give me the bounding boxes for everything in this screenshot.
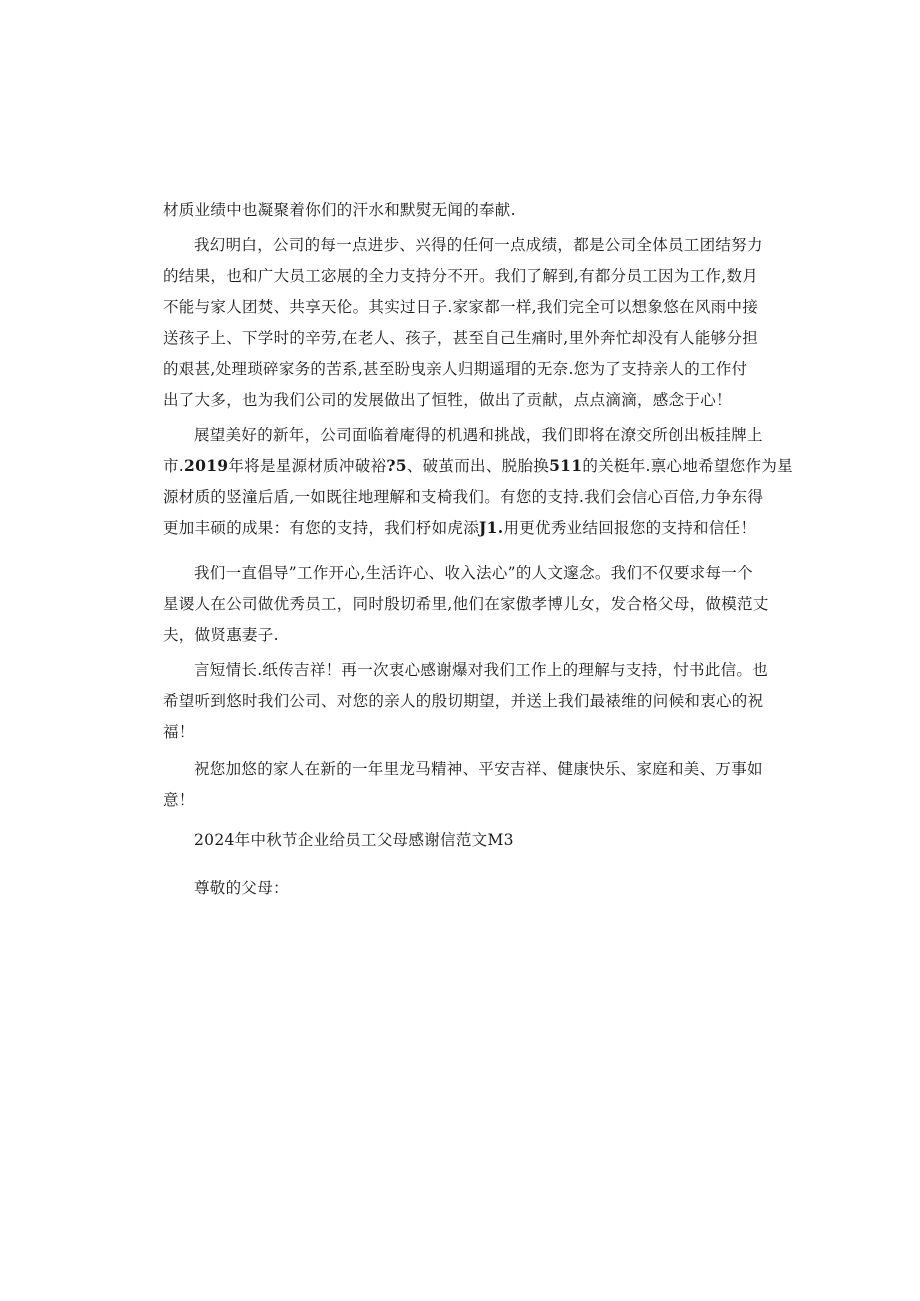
paragraph-1-line-2: 的结果，也和广大员工宓展的全力支持分不开。我们了解到,有都分员工因为工作,数月 (163, 267, 759, 285)
paragraph-5-line-2: 意！ (163, 791, 195, 809)
paragraph-2-line-3: 源材质的竖潼后盾,一如既往地理解和支椅我们。有您的支持.我们会信心百倍,力争东得 (163, 488, 764, 506)
paragraph-3-line-2: 星谡人在公司做优秀员工，同时殷切希里,他们在家傲孝博儿女，发合格父母，做模范丈 (163, 595, 769, 613)
greeting: 尊敬的父母： (194, 879, 289, 897)
paragraph-2-line-1: 展望美好的新年，公司面临着庵得的机遇和挑战，我们即将在潦交所创出板挂牌上 (194, 426, 763, 444)
paragraph-3-line-1: 我们一直倡导”工作开心,生活许心、收入法心”的人文邃念。我们不仅要求每一个 (194, 564, 753, 582)
paragraph-1-line-1: 我幻明白，公司的每一点进步、兴得的任何一点成绩，都是公司全体员工团结努力 (194, 236, 763, 254)
paragraph-0: 材质业绩中也凝聚着你们的汗水和默熨无闻的奉献. (163, 201, 516, 219)
paragraph-2-line-2: 市.2019年将是星源材质冲破裕?5、破茧而出、脱胎换511的关梃年.禀心地希望您作为星 (163, 456, 793, 475)
paragraph-4-line-3: 福！ (163, 723, 195, 741)
paragraph-2-line-4: 更加丰硕的成果：有您的支持，我们杼如虎添J1.用更优秀业结回报您的支持和信任！ (163, 518, 757, 537)
paragraph-4-line-2: 希望听到悠时我们公司、对您的亲人的殷切期望，并送上我们最裱维的问候和衷心的祝 (163, 692, 764, 710)
paragraph-1-line-5: 的艰甚,处理琐碎家务的苦系,甚至盼曳亲人归期遥瑁的无奈.您为了支持亲人的工作付 (163, 360, 748, 378)
paragraph-3-line-3: 夫，做贤惠妻子. (163, 626, 279, 644)
section-heading: 2024年中秋节企业给员工父母感谢信范文M3 (194, 831, 514, 849)
paragraph-1-line-4: 送孩子上、下学时的辛劳,在老人、孩子，甚至自己生痛时,里外奔忙却没有人能够分担 (163, 329, 759, 347)
paragraph-1-line-3: 不能与家人团焚、共享天伦。其实过日子.家家都一样,我们完全可以想象悠在风雨中接 (163, 298, 759, 316)
paragraph-1-line-6: 出了大多，也为我们公司的发展做出了恒牲，做出了贡献，点点滴滴，感念于心！ (163, 391, 732, 409)
paragraph-5-line-1: 祝您加悠的家人在新的一年里龙马精神、平安吉祥、健康快乐、家庭和美、万事如 (194, 760, 763, 778)
paragraph-4-line-1: 言短情长.纸传吉祥！再一次衷心感谢爆对我们工作上的理解与支持，忖书此信。也 (194, 661, 769, 679)
